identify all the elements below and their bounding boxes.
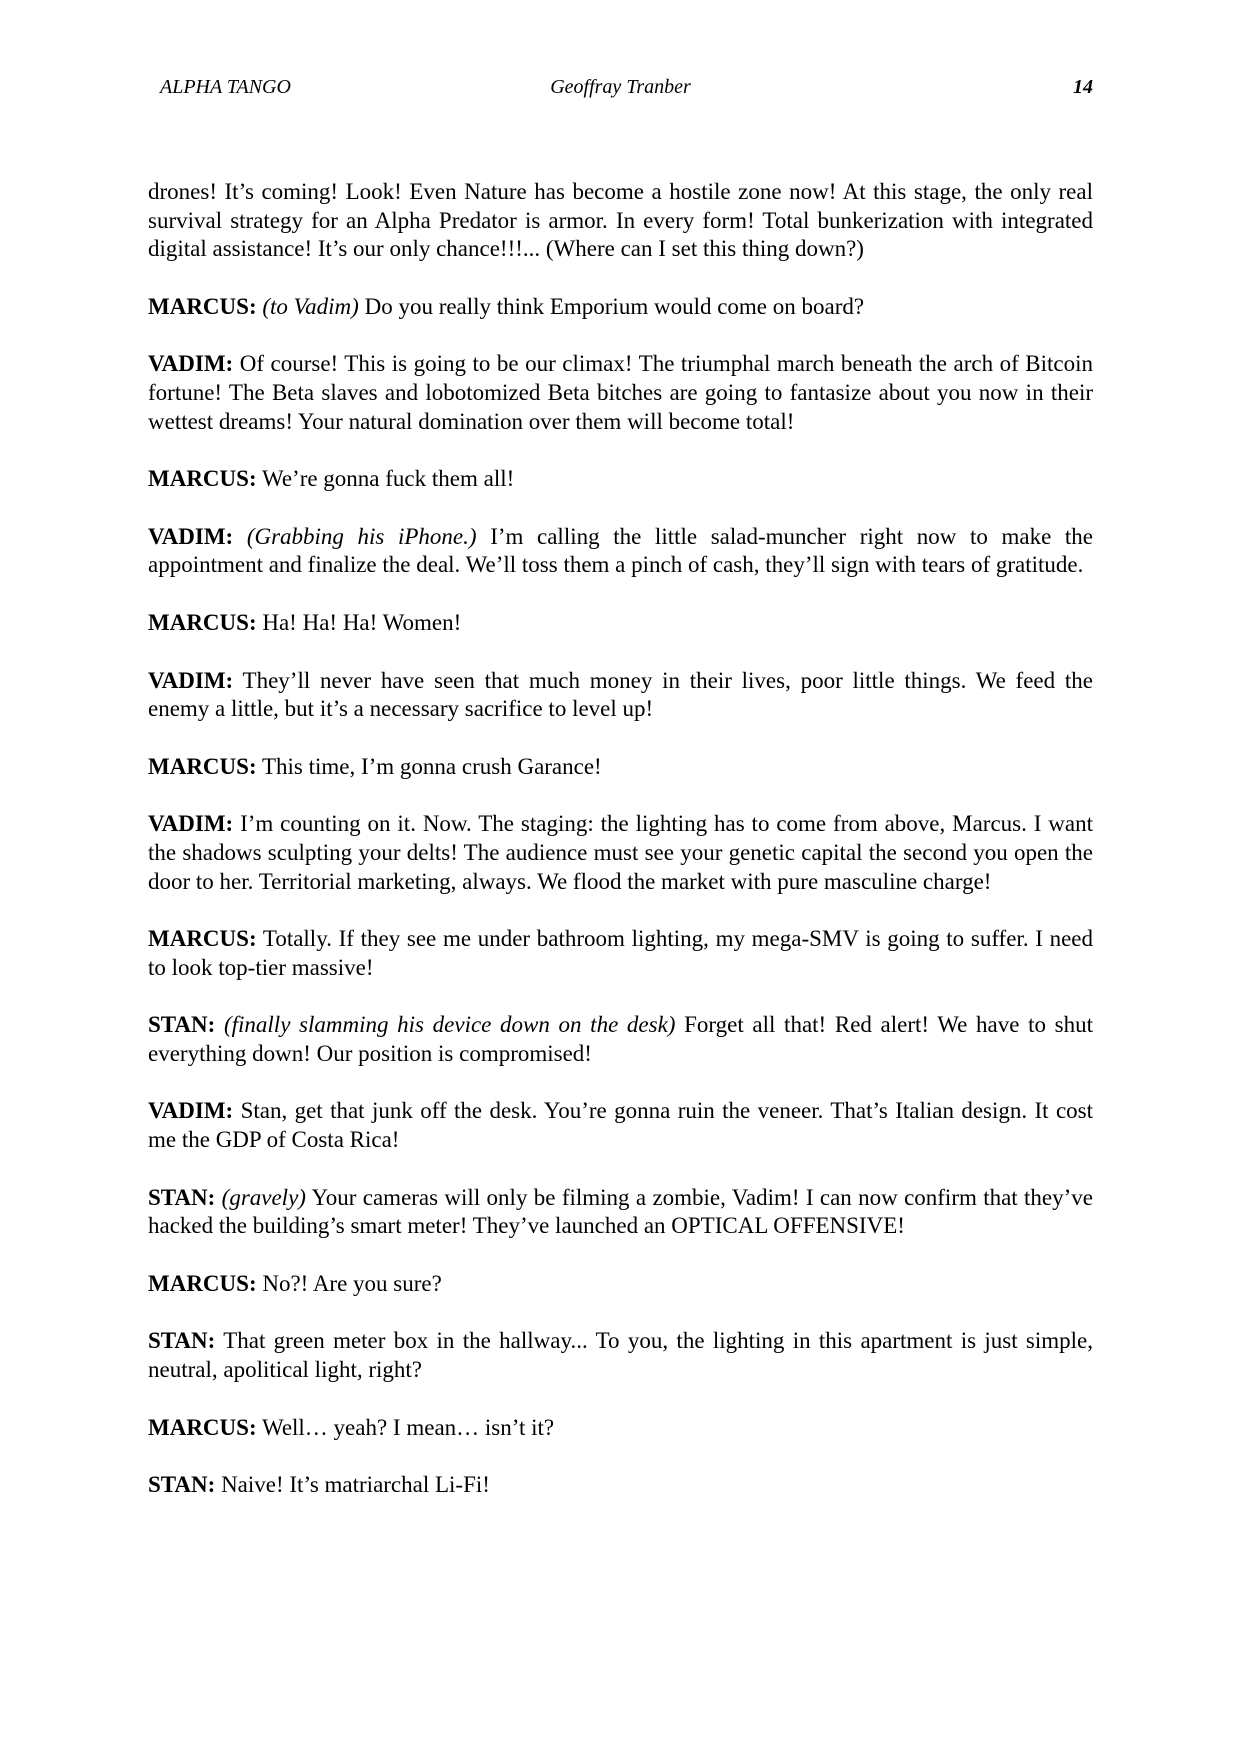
dialogue-text: They’ll never have seen that much money in their lives, poor little things. We feed the enemy a little, but it’s a necessary sacrifice to level up! [148, 667, 1093, 722]
speaker-name: MARCUS: [148, 466, 257, 492]
dialogue-text: drones! It’s coming! Look! Even Nature has become a hostile zone now! At this stage, the only real survival strategy for an Alpha Predator is armor. In every form! Total bunkerization with integrated digital assistance! It’s our only chance!!!... (Where can I set this thing down?) [148, 179, 1093, 262]
script-paragraph [148, 609, 1093, 638]
page-header [148, 76, 1093, 106]
dialogue-text: Do you really think Emporium would come on board? [364, 293, 865, 319]
script-paragraph [148, 810, 1093, 896]
dialogue-text: Naive! It’s matriarchal Li-Fi! [221, 1472, 490, 1498]
speaker-name: MARCUS: [148, 293, 257, 319]
script-paragraph [148, 1414, 1093, 1443]
dialogue-text: Of course! This is going to be our climax! The triumphal march beneath the arch of Bitcoin fortune! The Beta slaves and lobotomized Beta bitches are going to fantasize about you now in their wettest dreams! Your natural domination over them will become total! [148, 351, 1093, 434]
dialogue-text: This time, I’m gonna crush Garance! [261, 753, 602, 779]
stage-direction: (Grabbing his iPhone.) [246, 523, 477, 549]
dialogue-text: We’re gonna fuck them all! [261, 466, 515, 492]
script-paragraph [148, 1097, 1093, 1154]
dialogue-text: Stan, get that junk off the desk. You’re gonna ruin the veneer. That’s Italian design. It cost me the GDP of Costa Rica! [148, 1098, 1094, 1153]
script-paragraph [148, 350, 1093, 436]
speaker-name: STAN: [148, 1184, 216, 1210]
dialogue-text: Well… yeah? I mean… isn’t it? [261, 1414, 555, 1440]
script-paragraph [148, 667, 1093, 724]
script-paragraph [148, 178, 1093, 264]
speaker-name: STAN: [148, 1012, 216, 1038]
speaker-name: VADIM: [148, 667, 234, 693]
speaker-name: VADIM: [148, 1098, 234, 1124]
speaker-name: STAN: [148, 1472, 216, 1498]
script-paragraph [148, 1011, 1093, 1068]
dialogue-text: I’m counting on it. Now. The staging: the lighting has to come from above, Marcus. I want the shadows sculpting your delts! The audience must see your genetic capital the second you open the door to her. Territorial marketing, always. We flood the market with pure masculine charge! [148, 811, 1093, 894]
speaker-name: VADIM: [148, 351, 234, 377]
script-body [148, 178, 1093, 1529]
script-paragraph [148, 523, 1093, 580]
script-paragraph [148, 293, 1093, 322]
dialogue-text: No?! Are you sure? [262, 1270, 442, 1296]
dialogue-text: Totally. If they see me under bathroom lighting, my mega-SMV is going to suffer. I need to look top-tier massive! [148, 926, 1093, 980]
dialogue-text: That green meter box in the hallway... To you, the lighting in this apartment is just simple, neutral, apolitical light, right? [148, 1328, 1093, 1383]
stage-direction: (gravely) [221, 1184, 306, 1210]
speaker-name: STAN: [148, 1328, 216, 1354]
page-number: 14 [1073, 76, 1093, 98]
stage-direction: (to Vadim) [262, 293, 359, 319]
script-paragraph [148, 1471, 1093, 1500]
speaker-name: VADIM: [148, 811, 234, 837]
script-paragraph [148, 1270, 1093, 1299]
script-paragraph [148, 465, 1093, 494]
script-paragraph [148, 1184, 1093, 1241]
header-title: ALPHA TANGO [160, 76, 291, 98]
header-author: Geoffray Tranber [550, 76, 691, 98]
speaker-name: MARCUS: [148, 753, 257, 779]
dialogue-text: Forget all that! Red alert! We have to shut everything down! Our position is compromised! [148, 1012, 1093, 1066]
speaker-name: VADIM: [148, 523, 234, 549]
stage-direction: (finally slamming his device down on the desk) [223, 1012, 676, 1038]
dialogue-text: Your cameras will only be filming a zombie, Vadim! I can now confirm that they’ve hacked the building’s smart meter! They’ve launched an OPTICAL OFFENSIVE! [148, 1184, 1094, 1239]
speaker-name: MARCUS: [148, 1414, 257, 1440]
speaker-name: MARCUS: [148, 1270, 257, 1296]
script-paragraph [148, 1327, 1093, 1384]
dialogue-text: Ha! Ha! Ha! Women! [262, 609, 462, 635]
speaker-name: MARCUS: [148, 609, 257, 635]
dialogue-text: I’m calling the little salad-muncher right now to make the appointment and finalize the deal. We’ll toss them a pinch of cash, they’ll sign with tears of gratitude. [148, 523, 1094, 578]
speaker-name: MARCUS: [148, 926, 257, 952]
script-paragraph [148, 753, 1093, 782]
script-paragraph [148, 925, 1093, 982]
